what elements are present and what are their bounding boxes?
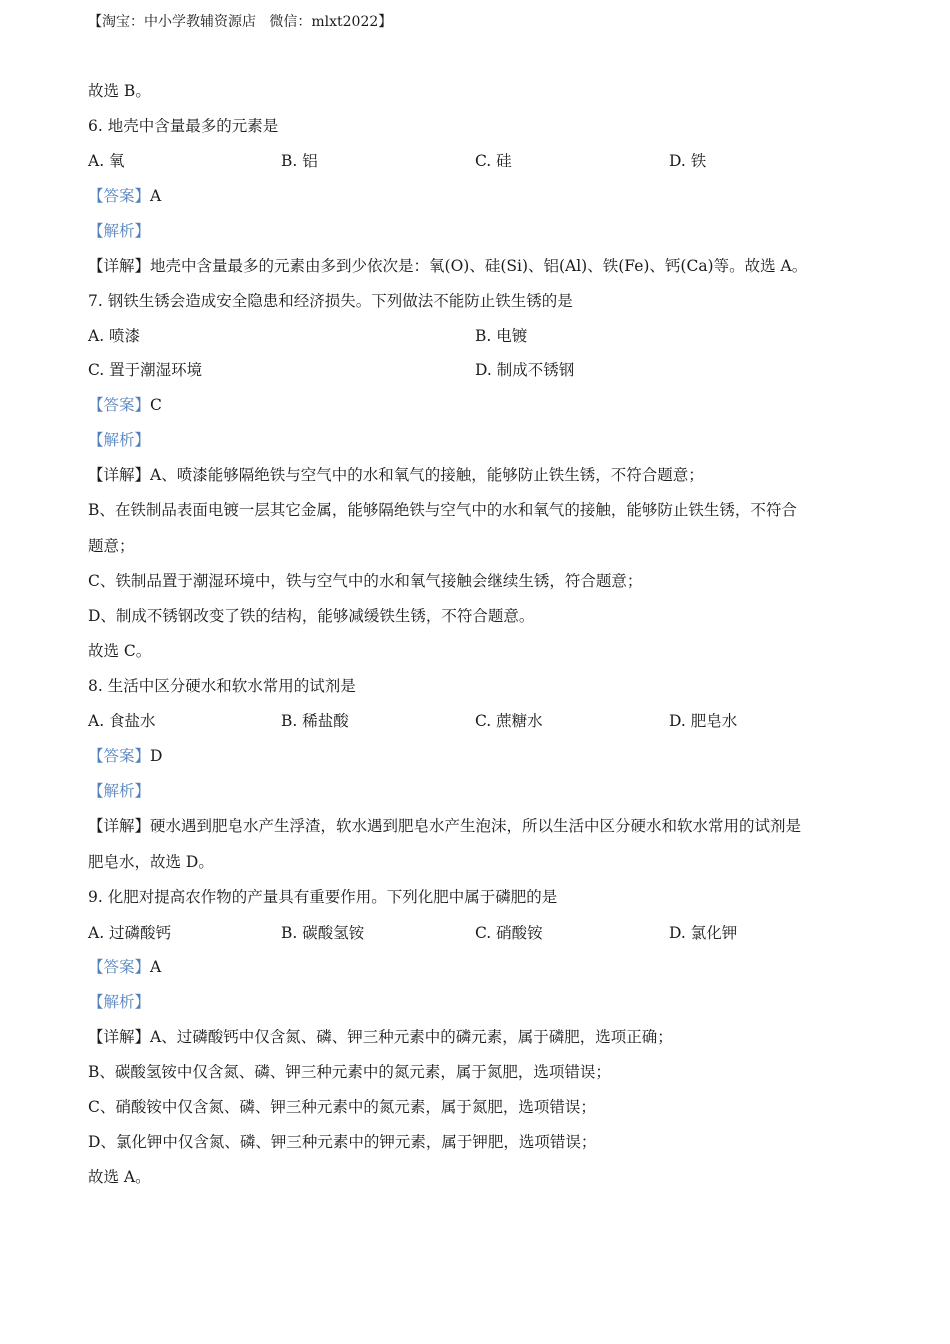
q6-detail: [88, 255, 807, 277]
q7-option-b: B. 电镀: [475, 327, 528, 345]
q8-answer: [88, 745, 162, 767]
q9-detail-d: D、氯化钾中仅含氮、磷、钾三种元素中的钾元素，属于钾肥，选项错误；: [88, 1133, 597, 1151]
question-6-stem: 6. 地壳中含量最多的元素是: [88, 117, 279, 135]
detail-tag: 【详解】: [88, 1028, 151, 1046]
q9-conclusion: 故选 A。: [88, 1168, 151, 1186]
q7-detail-d: D、制成不锈钢改变了铁的结构，能够减缓铁生锈，不符合题意。: [88, 607, 535, 625]
q6-option-d: D. 铁: [669, 152, 707, 170]
q6-option-a: A. 氧: [88, 152, 125, 170]
answer-value: C: [150, 396, 162, 414]
answer-tag: 【答案】: [88, 396, 151, 414]
q6-option-c: C. 硅: [475, 152, 512, 170]
q7-conclusion: 故选 C。: [88, 642, 152, 660]
q6-answer: [88, 185, 161, 207]
q9-detail-b: B、碳酸氢铵中仅含氮、磷、钾三种元素中的氮元素，属于氮肥，选项错误；: [88, 1063, 611, 1081]
question-9-stem: 9. 化肥对提高农作物的产量具有重要作用。下列化肥中属于磷肥的是: [88, 888, 558, 906]
q7-option-c: C. 置于潮湿环境: [88, 361, 203, 379]
q7-option-d: D. 制成不锈钢: [475, 361, 575, 379]
question-7-stem: 7. 钢铁生锈会造成安全隐患和经济损失。下列做法不能防止铁生锈的是: [88, 292, 573, 310]
q8-option-a: A. 食盐水: [88, 712, 156, 730]
q7-answer: [88, 394, 162, 416]
prev-conclusion: 故选 B。: [88, 82, 151, 100]
q8-option-b: B. 稀盐酸: [281, 712, 349, 730]
q6-option-b: B. 铝: [281, 152, 318, 170]
q7-analysis-tag: 【解析】: [88, 431, 151, 449]
q6-analysis-tag: 【解析】: [88, 222, 151, 240]
detail-text: 硬水遇到肥皂水产生浮渣，软水遇到肥皂水产生泡沫，所以生活中区分硬水和软水常用的试剂是: [150, 817, 802, 835]
q8-option-d: D. 肥皂水: [669, 712, 738, 730]
q7-detail-b: B、在铁制品表面电镀一层其它金属，能够隔绝铁与空气中的水和氧气的接触，能够防止铁生锈，不符合: [88, 501, 797, 519]
detail-tag: 【详解】: [88, 257, 151, 275]
q9-detail-c: C、硝酸铵中仅含氮、磷、钾三种元素中的氮元素，属于氮肥，选项错误；: [88, 1098, 596, 1116]
answer-value: A: [150, 958, 162, 976]
detail-text: 地壳中含量最多的元素由多到少依次是：氧(O)、硅(Si)、铝(Al)、铁(Fe)、钙(Ca)等。故选 A。: [150, 257, 808, 275]
q9-option-d: D. 氯化钾: [669, 924, 738, 942]
answer-tag: 【答案】: [88, 187, 151, 205]
question-8-stem: 8. 生活中区分硬水和软水常用的试剂是: [88, 677, 356, 695]
q7-option-a: A. 喷漆: [88, 327, 141, 345]
q9-analysis-tag: 【解析】: [88, 993, 151, 1011]
q9-option-c: C. 硝酸铵: [475, 924, 543, 942]
detail-text: A、喷漆能够隔绝铁与空气中的水和氧气的接触，能够防止铁生锈，不符合题意；: [150, 466, 704, 484]
q8-option-c: C. 蔗糖水: [475, 712, 543, 730]
q8-analysis-tag: 【解析】: [88, 782, 151, 800]
answer-value: D: [150, 747, 163, 765]
q7-detail-c: C、铁制品置于潮湿环境中，铁与空气中的水和氧气接触会继续生锈，符合题意；: [88, 572, 643, 590]
detail-tag: 【详解】: [88, 466, 151, 484]
page-header: 【淘宝：中小学教辅资源店 微信：mlxt2022】: [88, 14, 393, 30]
q9-detail-a: [88, 1026, 673, 1048]
q8-detail: [88, 815, 801, 837]
q9-option-b: B. 碳酸氢铵: [281, 924, 365, 942]
q9-answer: [88, 956, 161, 978]
q9-option-a: A. 过磷酸钙: [88, 924, 172, 942]
answer-value: A: [150, 187, 162, 205]
q7-detail-a: [88, 464, 704, 486]
q8-detail-cont: 肥皂水，故选 D。: [88, 853, 214, 871]
answer-tag: 【答案】: [88, 958, 151, 976]
detail-text: A、过磷酸钙中仅含氮、磷、钾三种元素中的磷元素，属于磷肥，选项正确；: [150, 1028, 673, 1046]
q7-detail-b-cont: 题意；: [88, 537, 135, 555]
answer-tag: 【答案】: [88, 747, 151, 765]
detail-tag: 【详解】: [88, 817, 151, 835]
